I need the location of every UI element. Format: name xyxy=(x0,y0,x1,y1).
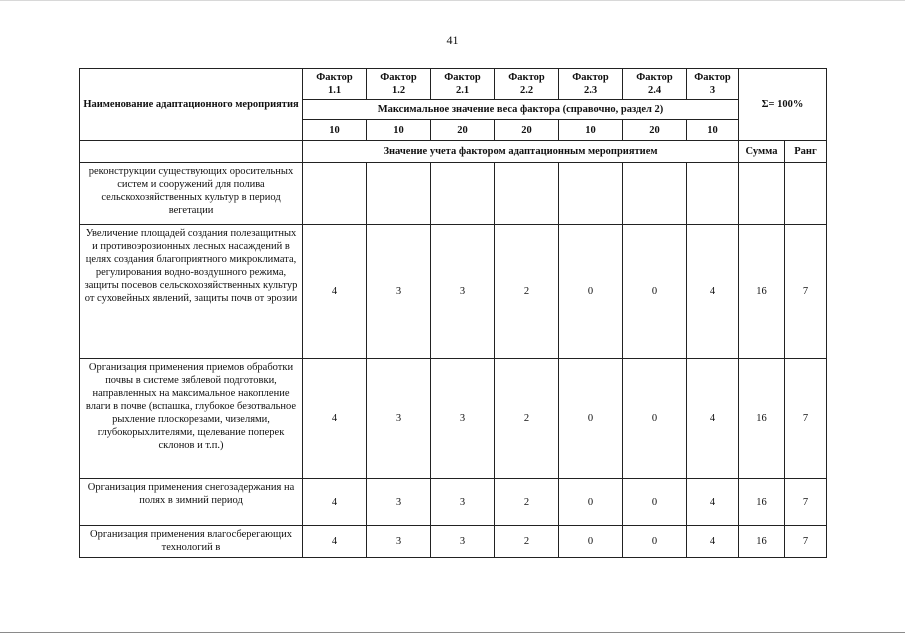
row-value: 3 xyxy=(431,526,495,558)
row-value: 2 xyxy=(495,359,559,479)
max-weight-header: Максимальное значение веса фактора (справочно, раздел 2) xyxy=(303,100,739,120)
row-value: 4 xyxy=(303,359,367,479)
row-name: Увеличение площадей создания полезащитных и противоэрозионных лесных насаждений в целях создания благоприятного микроклимата, регулирования водно-воздушного режима, защиты посевов сельскохозяйственных культур от суховейных явлений, защиты почв от эрозии xyxy=(80,225,303,359)
table-row xyxy=(80,526,827,558)
row-rank: 7 xyxy=(785,479,827,526)
row-value: 2 xyxy=(495,479,559,526)
factor-header-4: Фактор 2.2 xyxy=(495,69,559,100)
row-value: 0 xyxy=(559,479,623,526)
row-rank xyxy=(785,163,827,225)
row-name: Организация применения снегозадержания на полях в зимний период xyxy=(80,479,303,526)
row-name: Организация применения влагосберегающих технологий в xyxy=(80,526,303,558)
row-sum xyxy=(739,163,785,225)
row-value xyxy=(431,163,495,225)
row-sum: 16 xyxy=(739,225,785,359)
row-value xyxy=(687,163,739,225)
row-value xyxy=(623,163,687,225)
row-value: 0 xyxy=(559,225,623,359)
row-value: 2 xyxy=(495,526,559,558)
row-rank: 7 xyxy=(785,526,827,558)
page-number: 41 xyxy=(446,33,459,47)
row-value: 3 xyxy=(431,479,495,526)
factor-header-5: Фактор 2.3 xyxy=(559,69,623,100)
row-value: 3 xyxy=(431,225,495,359)
row-value: 0 xyxy=(623,359,687,479)
row-sum: 16 xyxy=(739,359,785,479)
sigma-header: Σ= 100% xyxy=(739,69,827,141)
factor-header-6: Фактор 2.4 xyxy=(623,69,687,100)
row-value: 0 xyxy=(623,225,687,359)
row-value: 0 xyxy=(559,526,623,558)
scan-edge-bottom xyxy=(0,632,905,633)
row-value xyxy=(559,163,623,225)
row-name: реконструкции существующих оросительных систем и сооружений для полива сельскохозяйственных культур в период вегетации xyxy=(80,163,303,225)
row-value xyxy=(495,163,559,225)
row-value xyxy=(303,163,367,225)
row-value: 4 xyxy=(687,225,739,359)
row-sum: 16 xyxy=(739,526,785,558)
weight-4: 20 xyxy=(495,120,559,141)
weight-1: 10 xyxy=(303,120,367,141)
weight-7: 10 xyxy=(687,120,739,141)
table-row xyxy=(80,479,827,526)
account-header: Значение учета фактором адаптационным мероприятием xyxy=(303,141,739,163)
weight-3: 20 xyxy=(431,120,495,141)
row-value: 0 xyxy=(623,526,687,558)
row-value: 0 xyxy=(559,359,623,479)
row-value: 3 xyxy=(431,359,495,479)
adaptation-measures-table xyxy=(79,68,827,558)
row-rank: 7 xyxy=(785,359,827,479)
name-header: Наименование адаптационного мероприятия xyxy=(80,69,303,141)
account-header-blank xyxy=(80,141,303,163)
rank-header: Ранг xyxy=(785,141,827,163)
row-rank: 7 xyxy=(785,225,827,359)
factor-header-3: Фактор 2.1 xyxy=(431,69,495,100)
row-value: 4 xyxy=(303,225,367,359)
factor-header-1: Фактор 1.1 xyxy=(303,69,367,100)
table-row xyxy=(80,163,827,225)
weight-2: 10 xyxy=(367,120,431,141)
row-value: 4 xyxy=(303,526,367,558)
row-value: 2 xyxy=(495,225,559,359)
row-value: 4 xyxy=(687,359,739,479)
weight-6: 20 xyxy=(623,120,687,141)
table-row xyxy=(80,225,827,359)
row-value: 3 xyxy=(367,479,431,526)
row-value xyxy=(367,163,431,225)
row-sum: 16 xyxy=(739,479,785,526)
weight-5: 10 xyxy=(559,120,623,141)
row-value: 3 xyxy=(367,526,431,558)
sum-header: Сумма xyxy=(739,141,785,163)
row-value: 3 xyxy=(367,225,431,359)
row-value: 3 xyxy=(367,359,431,479)
row-value: 4 xyxy=(687,526,739,558)
factor-header-2: Фактор 1.2 xyxy=(367,69,431,100)
row-value: 0 xyxy=(623,479,687,526)
factor-header-7: Фактор 3 xyxy=(687,69,739,100)
scan-edge-top xyxy=(0,0,905,1)
row-name: Организация применения приемов обработки почвы в системе зяблевой подготовки, направленных на максимальное накопление влаги в почве (вспашка, глубокое безотвальное рыхление плоскорезами, чизелями, глубокорыхлителями, щелевание поперек склонов и т.п.) xyxy=(80,359,303,479)
row-value: 4 xyxy=(303,479,367,526)
row-value: 4 xyxy=(687,479,739,526)
table-row xyxy=(80,359,827,479)
